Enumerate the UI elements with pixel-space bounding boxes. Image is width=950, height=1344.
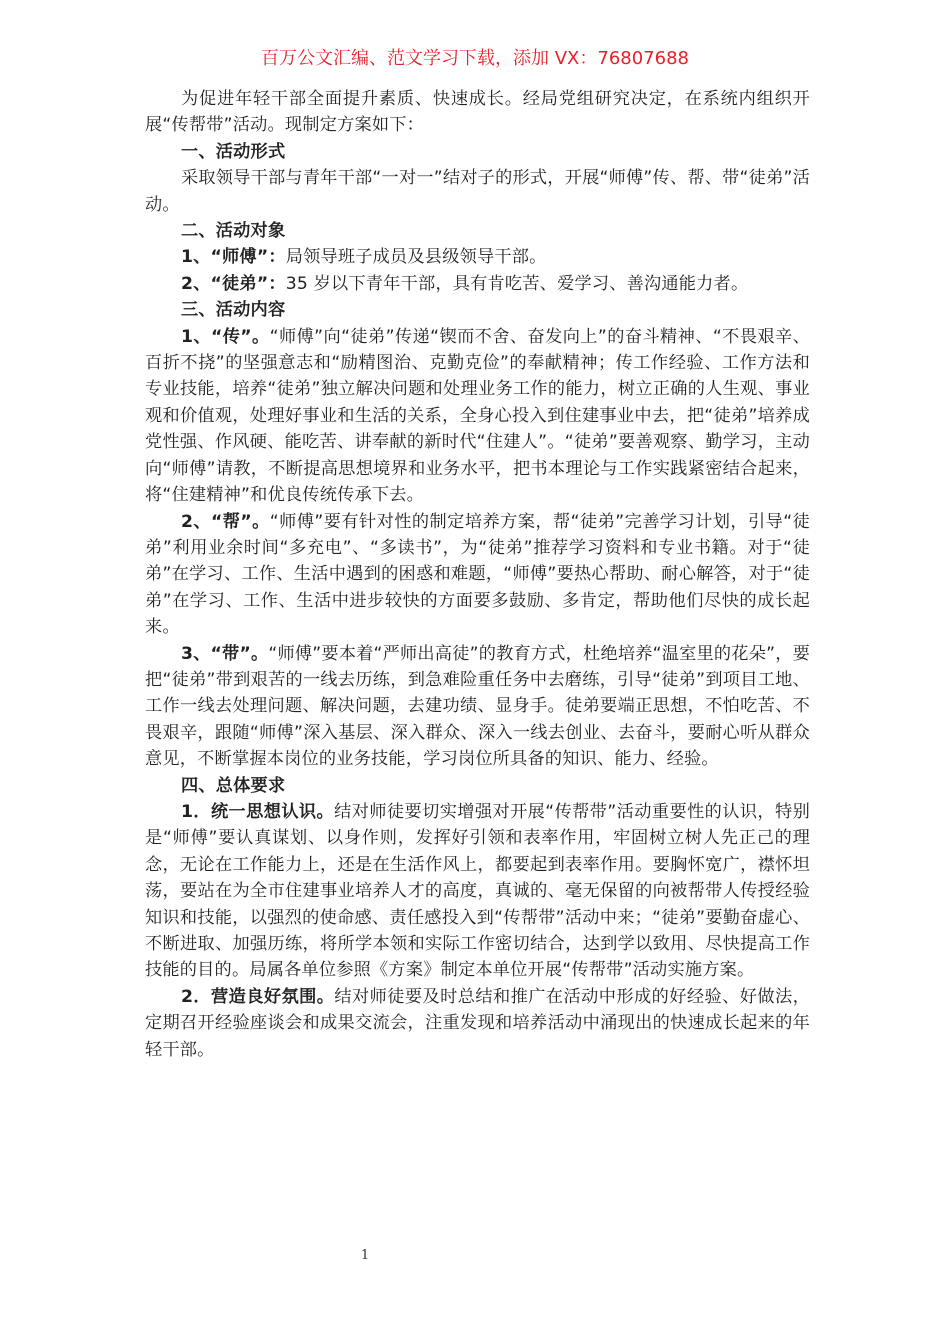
page-number: 1 [360,1248,370,1263]
item-text: “师傅”向“徒弟”传递“锲而不舍、奋发向上”的奋斗精神、“不畏艰辛、百折不挠”的坚强意志和“励精图治、克勤克俭”的奉献精神；传工作经验、工作方法和专业技能，培养“徒弟”独立解决问题和处理业务工作的能力，树立正确的人生观、事业观和价值观，处理好事业和生活的关系，全身心投入到住建事业中去，把“徒弟”培养成党性强、作风硬、能吃苦、讲奉献的新时代“住建人”。“徒弟”要善观察、勤学习，主动向“师傅”请教，不断提高思想境界和业务水平，把书本理论与工作实践紧密结合起来，将“住建精神”和优良传统传承下去。 [145,326,810,506]
item-label: 2、“徒弟”： [181,273,286,294]
item-text: 局领导班子成员及县级领导干部。 [285,247,547,268]
section-heading: 四、总体要求 [181,775,286,796]
list-item [145,641,810,773]
section-heading: 一、活动形式 [181,141,286,162]
item-label: 1、“传”。 [181,326,270,347]
intro-paragraph: 为促进年轻干部全面提升素质、快速成长。经局党组研究决定，在系统内组织开展“传帮带”活动。现制定方案如下： [145,89,810,136]
item-text: “师傅”要本着“严师出高徒”的教育方式，杜绝培养“温室里的花朵”，要把“徒弟”带到艰苦的一线去历练，到急难险重任务中去磨练，引导“徒弟”到项目工地、工作一线去处理问题、解决问题，去建功绩、显身手。徒弟要端正思想，不怕吃苦、不畏艰辛，跟随“师傅”深入基层、深入群众、深入一线去创业、去奋斗，要耐心听从群众意见，不断掌握本岗位的业务技能，学习岗位所具备的知识、能力、经验。 [145,643,810,770]
item-text: 35 岁以下青年干部，具有肯吃苦、爱学习、善沟通能力者。 [285,273,749,294]
item-text: 结对师徒要切实增强对开展“传帮带”活动重要性的认识，特别是“师傅”要认真谋划、以身作则，发挥好引领和表率作用，牢固树立树人先正己的理念，无论在工作能力上，还是在生活作风上，都要起到表率作用。要胸怀宽广，襟怀坦荡，要站在为全市住建事业培养人才的高度，真诚的、毫无保留的向被帮带人传授经验知识和技能，以强烈的使命感、责任感投入到“传帮带”活动中来；“徒弟”要勤奋虚心、不断进取、加强历练，将所学本领和实际工作密切结合，达到学以致用、尽快提高工作技能的目的。局属各单位参照《方案》制定本单位开展“传帮带”活动实施方案。 [145,801,810,981]
section-heading: 二、活动对象 [181,221,286,242]
item-text: “师傅”要有针对性的制定培养方案，帮“徒弟”完善学习计划，引导“徒弟”利用业余时间“多充电”、“多读书”，为“徒弟”推荐学习资料和专业书籍。对于“徒弟”在学习、工作、生活中遇到的困惑和难题，“师傅”要热心帮助、耐心解答，对于“徒弟”在学习、工作、生活中进步较快的方面要多鼓励、多肯定，帮助他们尽快的成长起来。 [145,511,810,638]
item-text: 结对师徒要及时总结和推广在活动中形成的好经验、好做法，定期召开经验座谈会和成果交流会，注重发现和培养活动中涌现出的快速成长起来的年轻干部。 [145,986,810,1060]
list-item [145,509,810,641]
watermark-header: 百万公文汇编、范文学习下载，添加 VX：76807688 [261,48,689,69]
list-item [145,244,810,270]
item-label: 1、“师傅”： [181,247,286,268]
section-paragraph: 采取领导干部与青年干部“一对一”结对子的形式，开展“师傅”传、帮、带“徒弟”活动。 [145,168,810,215]
item-label: 2．营造良好氛围。 [181,986,335,1007]
list-item [145,984,810,1063]
section-heading: 三、活动内容 [181,300,286,321]
document-body [145,86,810,1063]
item-label: 2、“帮”。 [181,511,270,532]
list-item [145,799,810,984]
list-item [145,271,810,297]
item-label: 1．统一思想认识。 [181,801,335,822]
list-item [145,324,810,509]
item-label: 3、“带”。 [181,643,269,664]
